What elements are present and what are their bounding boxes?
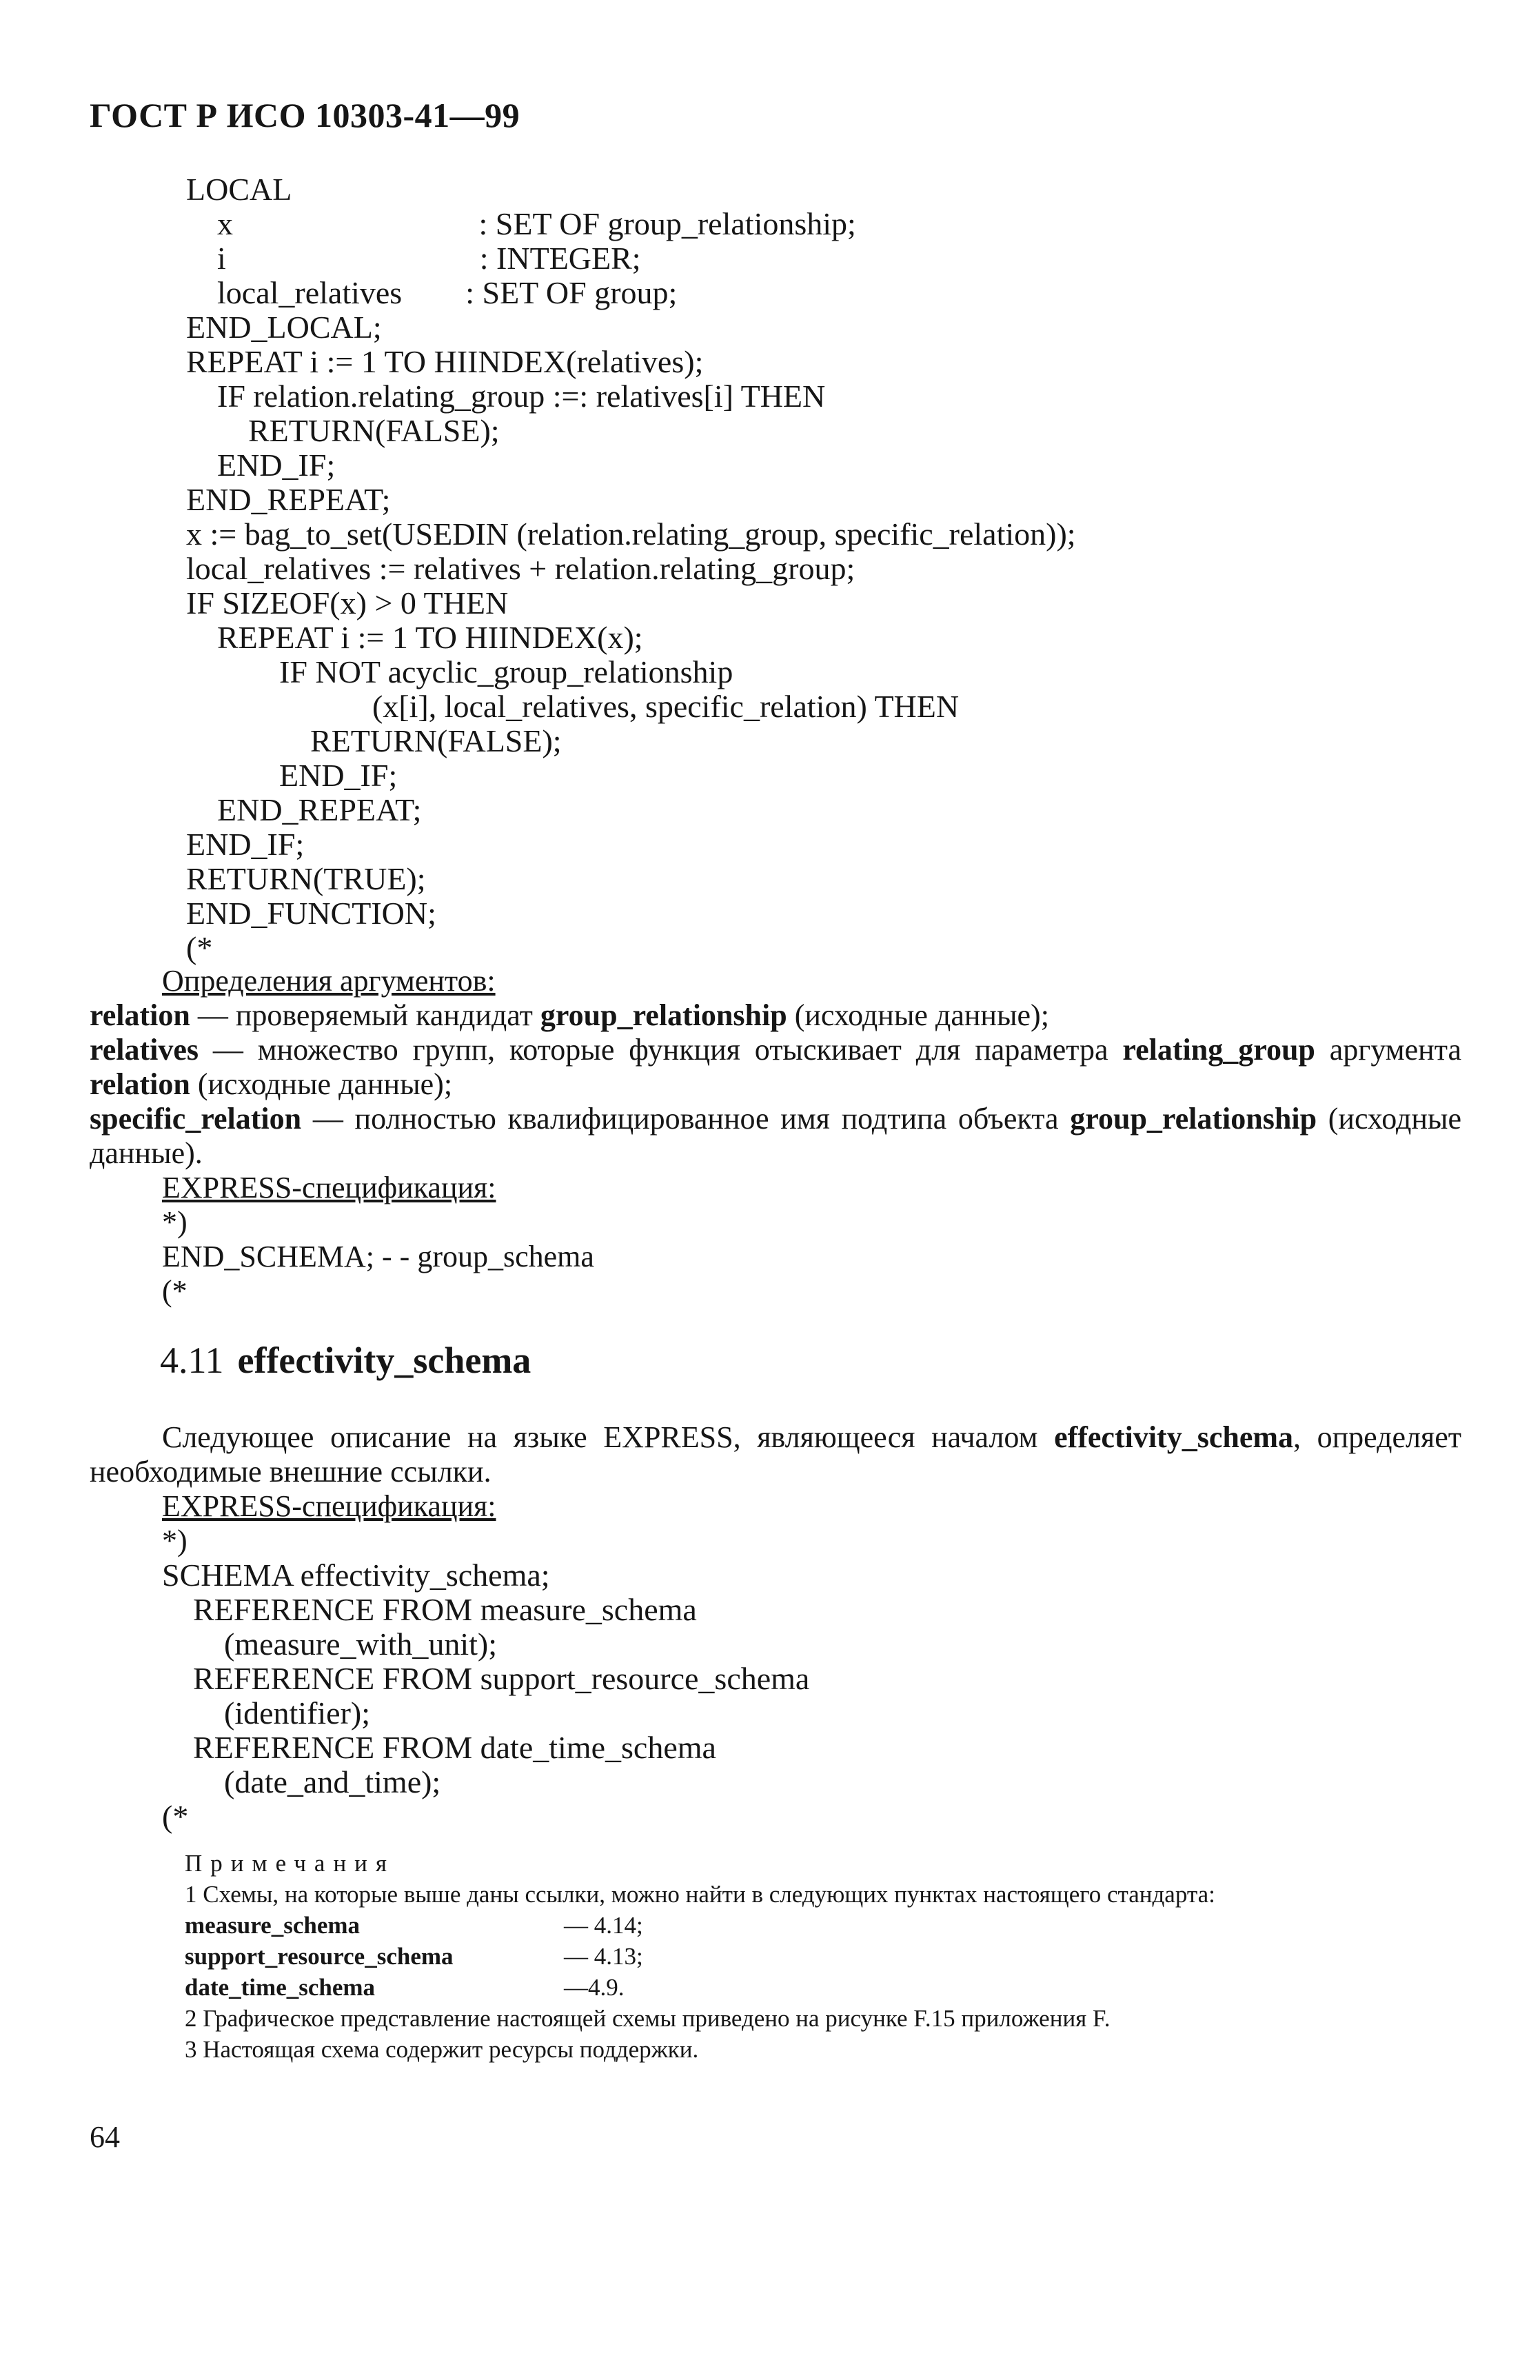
schema-clause: — 4.14;	[564, 1912, 643, 1939]
code-line: RETURN(FALSE);	[248, 413, 500, 448]
code-line: REPEAT i := 1 TO HIINDEX(relatives);	[186, 344, 704, 379]
code-line: x : SET OF group_relationship;	[217, 206, 856, 241]
code-line: END_LOCAL;	[186, 310, 382, 345]
code-line: local_relatives := relatives + relation.relating_group;	[186, 551, 855, 586]
code-line: i : INTEGER;	[217, 241, 641, 276]
code-line: END_IF;	[279, 758, 398, 793]
code-line: END_IF;	[217, 447, 336, 483]
code-line: END_IF;	[186, 827, 305, 862]
document-header: ГОСТ Р ИСО 10303-41—99	[90, 96, 520, 134]
code-line: LOCAL	[186, 172, 292, 207]
code-line: IF SIZEOF(x) > 0 THEN	[186, 585, 509, 621]
code-line: END_FUNCTION;	[186, 896, 436, 931]
function-code-block	[186, 172, 1076, 965]
code-line: RETURN(TRUE);	[186, 861, 426, 896]
intro-section	[90, 1420, 1461, 1558]
code-line: REPEAT i := 1 TO HIINDEX(x);	[217, 620, 643, 655]
code-line: IF NOT acyclic_group_relationship	[279, 654, 733, 689]
schema-clause: — 4.13;	[564, 1943, 643, 1970]
code-line: REFERENCE FROM support_resource_schema	[193, 1661, 810, 1696]
code-line: (*	[186, 930, 213, 965]
code-line: (date_and_time);	[224, 1764, 441, 1799]
code-line: END_REPEAT;	[186, 482, 391, 517]
express-spec-label: EXPRESS-спецификация:	[162, 1171, 496, 1204]
section-title	[160, 1339, 531, 1382]
schema-references	[185, 1910, 1467, 2003]
code-line: REFERENCE FROM measure_schema	[193, 1592, 697, 1627]
schema-name: date_time_schema	[185, 1974, 376, 2001]
arg-relatives: relatives — множество групп, которые функция отыскивает для параметра relating_group аргумента relation (исходные данные);	[90, 1033, 1461, 1101]
comment-close: *)	[162, 1205, 188, 1239]
schema-code-block	[162, 1558, 809, 1834]
schema-name: support_resource_schema	[185, 1943, 454, 1970]
code-line: (*	[162, 1799, 189, 1834]
code-line: (x[i], local_relatives, specific_relation) THEN	[372, 689, 960, 724]
arguments-section	[90, 964, 1461, 1309]
code-line: local_relatives : SET OF group;	[217, 275, 678, 310]
code-line: END_REPEAT;	[217, 792, 422, 827]
code-line: x := bag_to_set(USEDIN (relation.relating_group, specific_relation));	[186, 516, 1076, 552]
arguments-heading: Определения аргументов:	[162, 964, 496, 998]
section-number: 4.11	[160, 1340, 224, 1381]
arg-specific-relation: specific_relation — полностью квалифицированное имя подтипа объекта group_relationship (исходные данные).	[90, 1102, 1461, 1170]
code-line: (identifier);	[224, 1695, 371, 1731]
arg-relation: relation — проверяемый кандидат group_relationship (исходные данные);	[90, 998, 1049, 1032]
page-number: 64	[90, 2120, 120, 2154]
schema-reference-row	[185, 1910, 1467, 1941]
schema-reference-row	[185, 1941, 1467, 1972]
schema-clause: —4.9.	[564, 1974, 625, 2001]
intro-express-spec-label: EXPRESS-спецификация:	[162, 1489, 496, 1523]
comment-open: (*	[162, 1274, 188, 1308]
intro-comment-close: *)	[162, 1524, 188, 1557]
notes-section	[185, 1848, 1467, 2065]
code-line: RETURN(FALSE);	[310, 723, 562, 758]
note-3: 3 Настоящая схема содержит ресурсы поддержки.	[185, 2036, 699, 2063]
section-name: effectivity_schema	[237, 1340, 531, 1381]
schema-name: measure_schema	[185, 1912, 361, 1939]
code-line: REFERENCE FROM date_time_schema	[193, 1730, 716, 1765]
code-line: IF relation.relating_group :=: relatives[i] THEN	[217, 379, 826, 414]
note-1: 1 Схемы, на которые выше даны ссылки, можно найти в следующих пунктах настоящего стандарта:	[185, 1881, 1215, 1908]
note-2: 2 Графическое представление настоящей схемы приведено на рисунке F.15 приложения F.	[185, 2005, 1111, 2032]
end-schema-line: END_SCHEMA; - - group_schema	[162, 1240, 594, 1273]
code-line: SCHEMA effectivity_schema;	[162, 1557, 550, 1593]
schema-reference-row	[185, 1972, 1467, 2003]
notes-heading: Примечания	[185, 1850, 396, 1877]
code-line: (measure_with_unit);	[224, 1626, 498, 1662]
intro-paragraph: Следующее описание на языке EXPRESS, являющееся началом effectivity_schema, определяет необходимые внешние ссылки.	[90, 1420, 1461, 1489]
